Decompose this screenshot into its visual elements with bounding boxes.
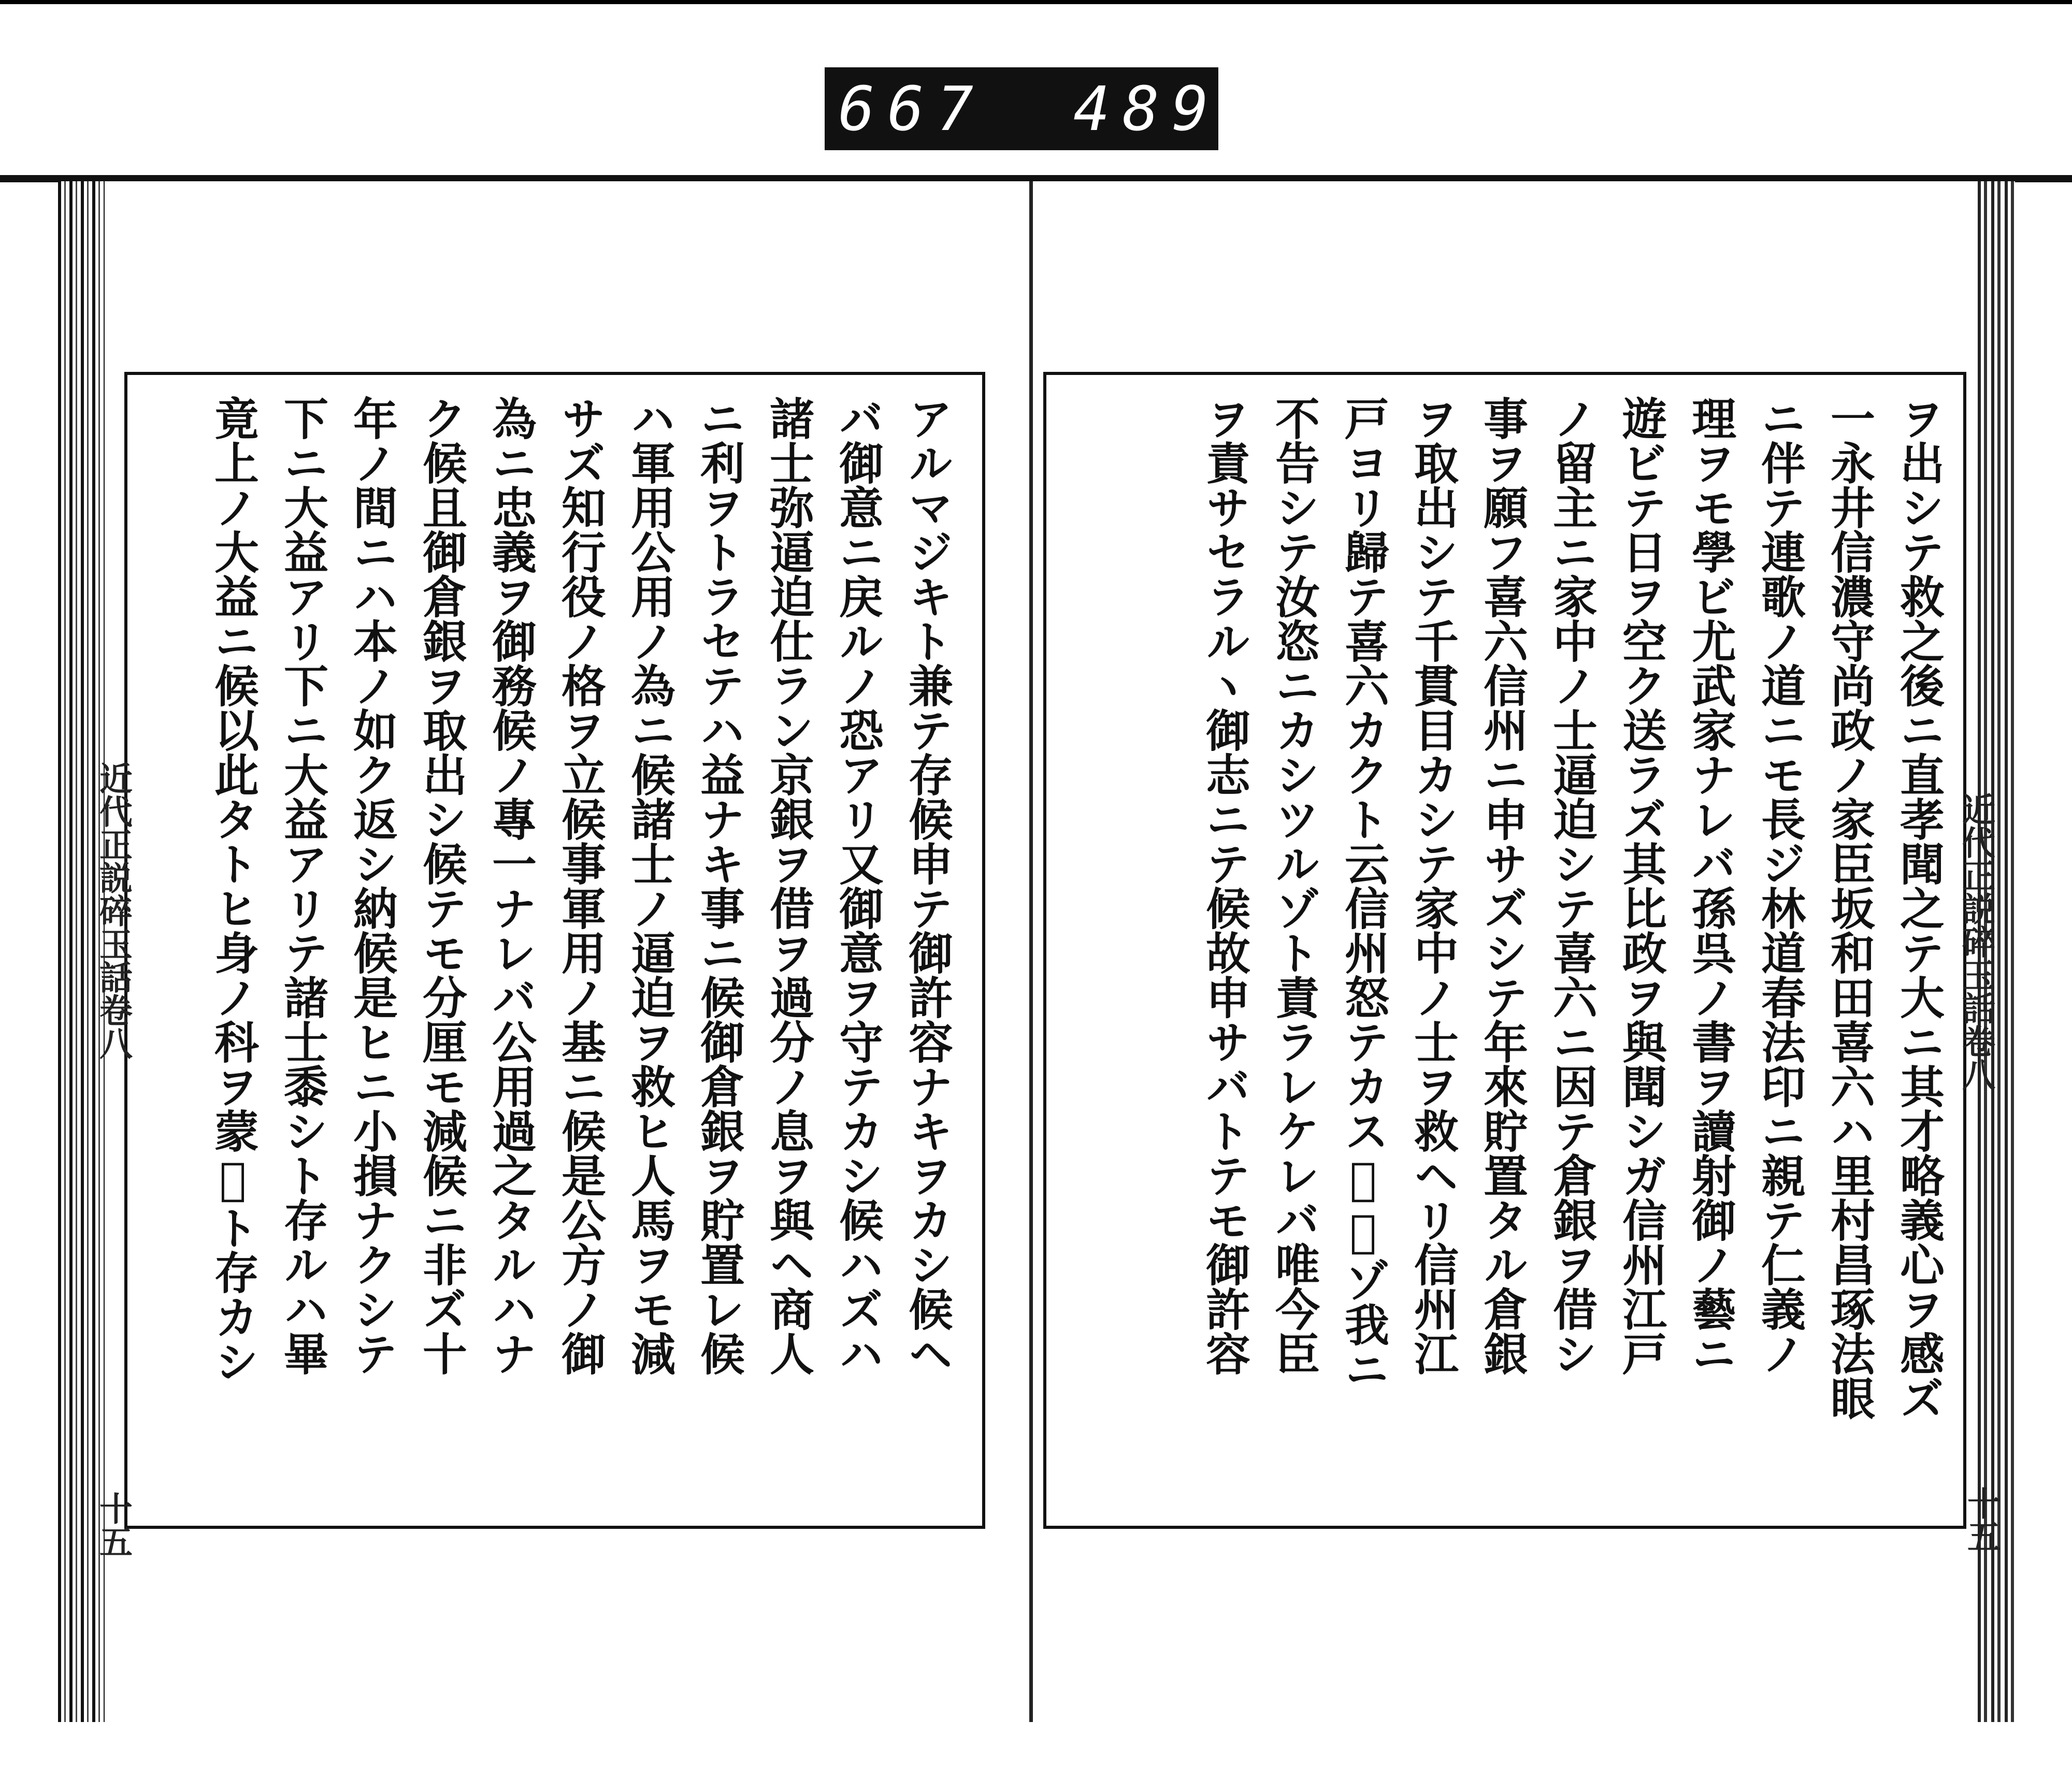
right-text-columns: [1067, 396, 1953, 1515]
left-column-6: サズ知行役ノ格ヲ立候事軍用ノ基ニ候是公方ノ御: [554, 396, 606, 1376]
book-spread: [58, 181, 2015, 1722]
left-column-1: アルマジキト兼テ存候申テ御許容ナキヲカシ候ヘ: [901, 396, 953, 1376]
top-border: [0, 0, 2072, 4]
right-column-9: 戸ヨリ歸テ喜六カクト云信州怒テカス𪜈何ゾ我ニ: [1337, 396, 1389, 1391]
right-column-1: ヲ出シテ救之後ニ直孝聞之テ大ニ其才略義心ヲ感ズ: [1892, 396, 1945, 1420]
right-column-3: ニ伴テ連歌ノ道ニモ長ジ林道春法印ニ親テ仁義ノ: [1753, 396, 1806, 1376]
right-folio: 十五: [1962, 1486, 2001, 1553]
right-column-5: 遊ビテ日ヲ空ク送ラズ其比政ヲ與聞シガ信州江戸: [1615, 396, 1667, 1376]
left-text-frame: [124, 372, 985, 1529]
right-column-2: 一永井信濃守尚政ノ家臣坂和田喜六ハ里村昌琢法眼: [1823, 396, 1875, 1420]
label-left-number: 667: [838, 73, 986, 144]
right-column-6: ノ留主ニ家中ノ士逼迫シテ喜六ニ因テ倉銀ヲ借シ: [1545, 396, 1598, 1376]
right-column-8: ヲ取出シテ千貫目カシテ家中ノ士ヲ救ヘリ信州江: [1406, 396, 1459, 1376]
right-column-4: 理ヲモ學ビ尤武家ナレバ孫呉ノ書ヲ讀射御ノ藝ニ: [1684, 396, 1736, 1376]
left-column-3: 諸士弥逼迫仕ラン京銀ヲ借ヲ過分ノ息ヲ與ヘ商人: [762, 396, 814, 1376]
right-column-10: 不告シテ汝恣ニカシツルゾト責ラレケレバ唯今臣: [1268, 396, 1320, 1376]
left-column-4: ニ利ヲトラセテハ益ナキ事ニ候御倉銀ヲ貯置レ候: [693, 396, 745, 1376]
film-label-plate: [825, 67, 1271, 150]
left-text-columns: [159, 396, 961, 1515]
left-column-10: 下ニ大益アリ下ニ大益アリテ諸士黍シト存ルハ畢: [276, 396, 328, 1376]
right-margin-title: 近代正説碎玉話卷八: [1956, 792, 1995, 1091]
left-folio: 十五: [94, 1492, 133, 1558]
left-margin-title: 近代正説碎玉話卷八: [94, 761, 133, 1060]
left-page: [58, 181, 1029, 1722]
left-column-5: ハ軍用公用ノ為ニ候諸士ノ逼迫ヲ救ヒ人馬ヲモ減: [623, 396, 675, 1376]
right-column-11: ヲ責サセラルヽ御志ニテ候故申サバトテモ御許容: [1198, 396, 1250, 1376]
left-column-7: 為ニ忠義ヲ御務候ノ專一ナレバ公用過之タルハナ: [484, 396, 537, 1376]
left-column-2: バ御意ニ戻ルノ恐アリ又御意ヲ守テカシ候ハズハ: [831, 396, 884, 1376]
left-column-8: ク候且御倉銀ヲ取出シ候テモ分厘モ減候ニ非ズ十: [415, 396, 467, 1376]
left-column-11: 竟上ノ大益ニ候以此タトヒ身ノ科ヲ蒙𪜈ト存カシ: [207, 396, 259, 1383]
left-column-9: 年ノ間ニハ本ノ如ク返シ納候是ヒニ小損ナクシテ: [346, 396, 398, 1376]
right-page: [1033, 181, 2015, 1722]
right-text-frame: [1043, 372, 1966, 1529]
book-spine: [1029, 181, 1033, 1722]
label-right-number: 489.: [1073, 73, 1271, 144]
right-column-7: 事ヲ願フ喜六信州ニ申サズシテ年來貯置タル倉銀: [1476, 396, 1528, 1376]
